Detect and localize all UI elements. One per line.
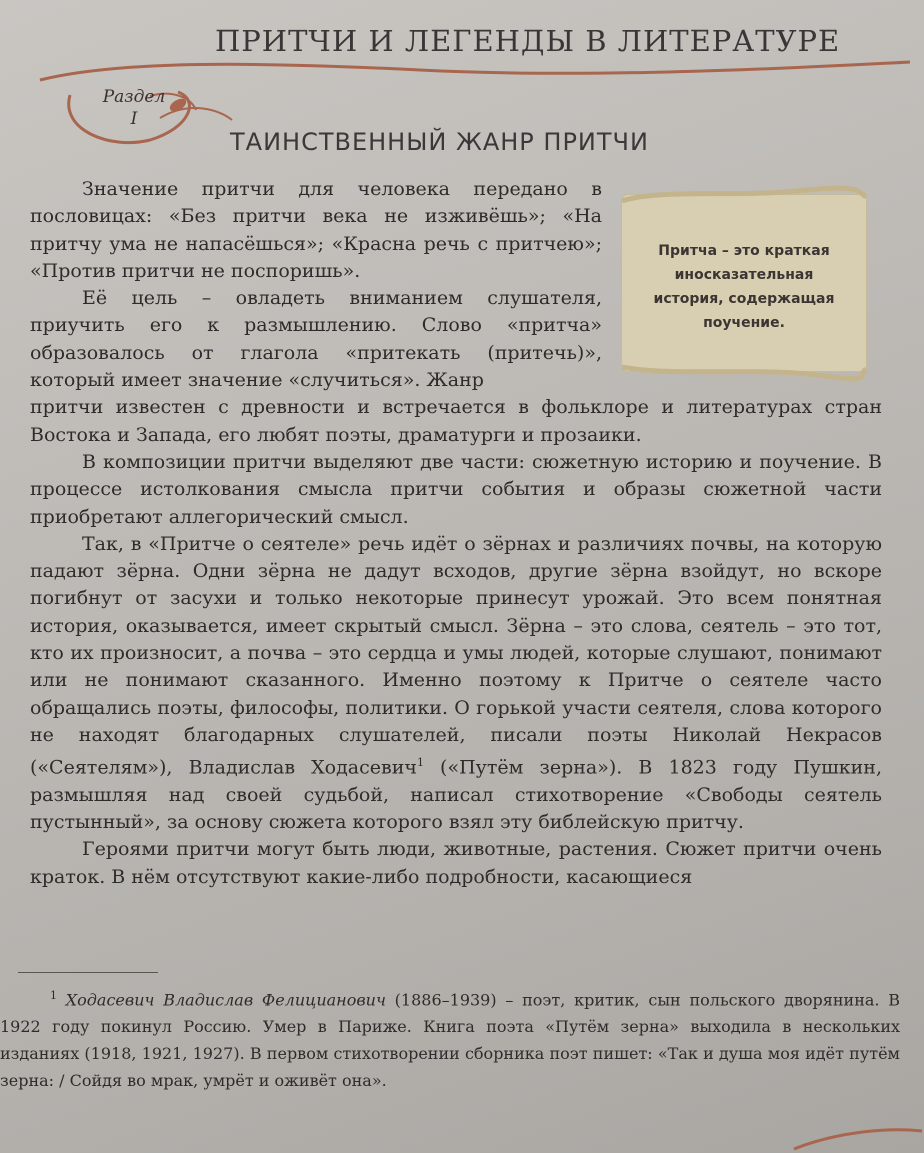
footnote-text: (1886–1939) – поэт, критик, сын польского дворянина. В 1922 году покинул Россию. Умер в Париже. Книга поэта «Путём зерна» выходила в нескольких изданиях (1918, 1921, 1927). В первом стихотворении сборника поэт пишет: «Так и душа моя идёт путём зерна: / Сойдя во мрак, умрёт и оживёт она». — [0, 990, 900, 1091]
corner-ornament-icon — [784, 1113, 924, 1153]
paragraph-heroes: Героями притчи могут быть люди, животные, растения. Сюжет притчи очень краток. В нём отсутствуют какие-либо подробности, касающиеся — [30, 838, 882, 888]
paragraph-proverbs: Значение притчи для человека передано в пословицах: «Без притчи века не изживёшь»; «На притчу ума не напасёшься»; «Красна речь с притчею»; «Против притчи не поспоришь». — [30, 178, 602, 282]
main-text — [30, 176, 882, 891]
paragraph-composition: В композиции притчи выделяют две части: сюжетную историю и поучение. В процессе истолкования смысла притчи события и образы сюжетной части приобретают аллегорический смысл. — [30, 450, 882, 528]
page-header-title: ПРИТЧИ И ЛЕГЕНДЫ В ЛИТЕРАТУРЕ — [215, 24, 841, 58]
footnote-name: Ходасевич Владислав Фелицианович — [65, 990, 386, 1010]
footnote-mark: 1 — [50, 989, 57, 1002]
definition-line: Притча – это краткая — [658, 243, 830, 259]
definition-line: поучение. — [703, 315, 785, 331]
footnote — [0, 982, 900, 1094]
paragraph-sower-text-cont: («Путём зерна»). В 1823 году Пушкин, размышляя над своей судьбой, написал стихотворение «Свободы сеятель пустынный», за основу сюжета которого взял эту библейскую притчу. — [30, 756, 882, 834]
definition-line: история, содержащая — [653, 291, 835, 307]
chapter-title: ТАИНСТВЕННЫЙ ЖАНР ПРИТЧИ — [230, 128, 649, 156]
section-word: Раздел — [102, 87, 166, 107]
paragraph-sower-text: Так, в «Притче о сеятеле» речь идёт о зёрнах и различиях почвы, на которую падают зёрна. Одни зёрна не дадут всходов, другие зёрна взойдут, но вскоре погибнут от засухи и только некоторые принесут урожай. Это всем понятная история, оказывается, имеет скрытый смысл. Зёрна – это слова, сеятель – это тот, кто их произносит, а почва – это сердца и умы людей, которые слушают, понимают или не понимают сказанного. Именно поэтому к Притче о сеятеле часто обращались поэты, философы, политики. О горькой участи сеятеля, слова которого не находят благодарных слушателей, писали поэты Николай Некрасов («Сеятелям»), Владислав Ходасевич — [30, 532, 882, 779]
section-tab — [84, 86, 184, 130]
paragraph-sower — [30, 531, 882, 837]
definition-line: иносказательная — [674, 267, 814, 283]
paragraph-purpose: Её цель – овладеть вниманием слушателя, приучить его к размышлению. Слово «притча» образовалось от глагола «притекать (притечь)», который имеет значение «случиться». Жанр — [30, 287, 602, 392]
paragraph-purpose-cont: притчи известен с древности и встречается в фольклоре и литературах стран Востока и Запада, его любят поэты, драматурги и прозаики. — [30, 396, 882, 446]
section-number: I — [130, 109, 138, 129]
footnote-divider — [18, 972, 158, 973]
footnote-reference: 1 — [416, 756, 424, 770]
